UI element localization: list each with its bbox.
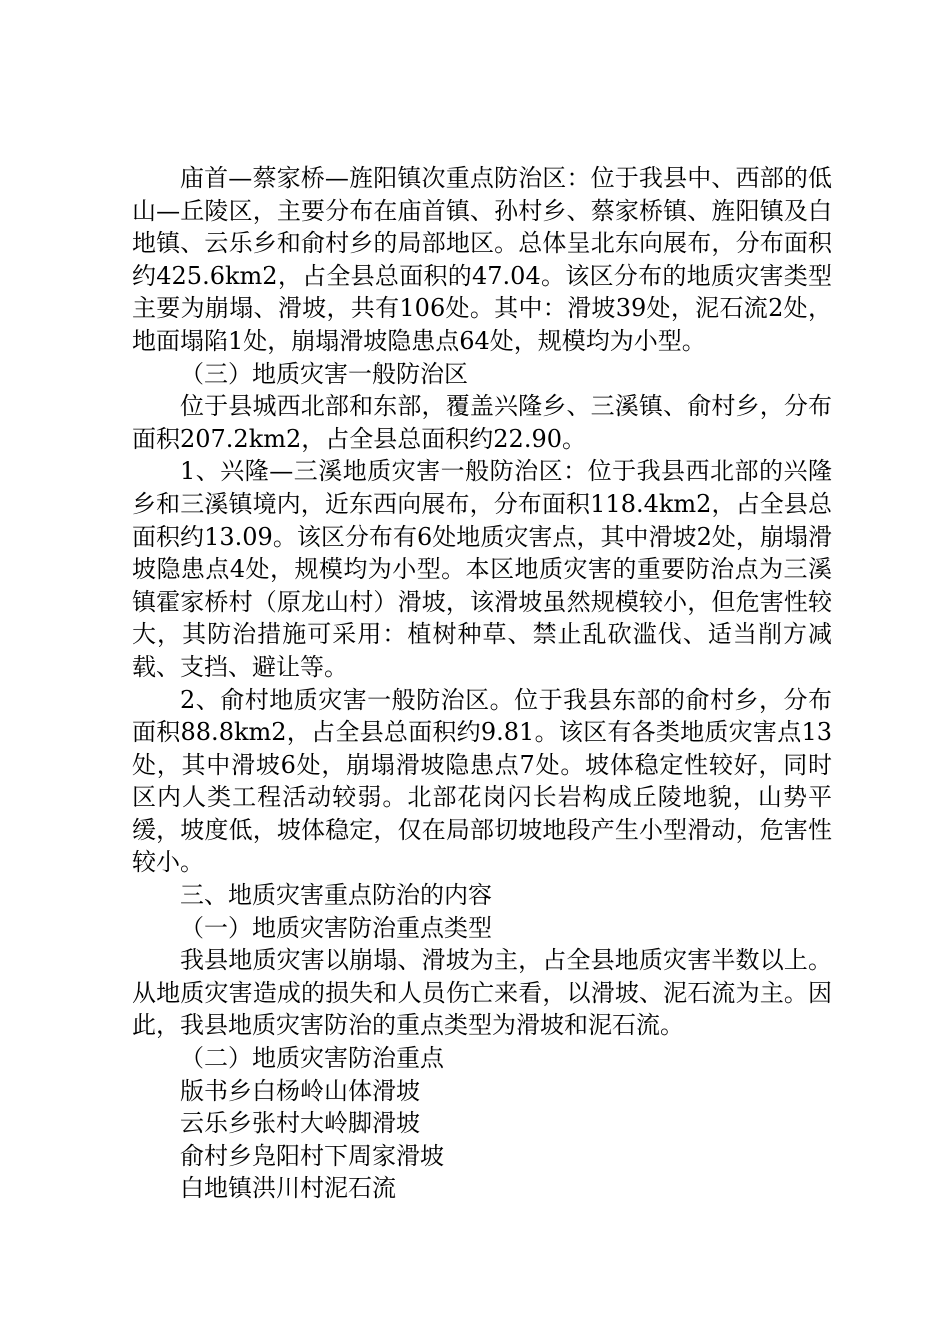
- list-item-key-point: 白地镇洪川村泥石流: [180, 1174, 396, 1203]
- paragraph-yucun-zone: 2、俞村地质灾害一般防治区。位于我县东部的俞村乡，分布面积88.8km2，占全县总面积约9.81。该区有各类地质灾害点13处，其中滑坡6处，崩塌滑坡隐患点7处。坡体稳定性较好，同时区内人类工程活动较弱。北部花岗闪长岩构成丘陵地貌，山势平缓，坡度低，坡体稳定，仅在局部切坡地段产生小型滑动，危害性较小。: [132, 685, 832, 877]
- document-page: [132, 162, 832, 1205]
- paragraph-miaoshou-zone: 庙首—蔡家桥—旌阳镇次重点防治区：位于我县中、西部的低山—丘陵区，主要分布在庙首镇、孙村乡、蔡家桥镇、旌阳镇及白地镇、云乐乡和俞村乡的局部地区。总体呈北东向展布，分布面积约425.6km2，占全县总面积的47.04。该区分布的地质灾害类型主要为崩塌、滑坡，共有106处。其中：滑坡39处，泥石流2处，地面塌陷1处，崩塌滑坡隐患点64处，规模均为小型。: [132, 164, 832, 355]
- heading-section-three: 三、地质灾害重点防治的内容: [180, 881, 492, 910]
- list-item-key-point: 俞村乡凫阳村下周家滑坡: [180, 1141, 444, 1170]
- heading-key-points: （二）地质灾害防治重点: [180, 1044, 444, 1073]
- paragraph-general-zone-location: 位于县城西北部和东部，覆盖兴隆乡、三溪镇、俞村乡，分布面积207.2km2，占全县总面积约22.90。: [132, 392, 832, 453]
- list-item-key-point: 版书乡白杨岭山体滑坡: [180, 1076, 420, 1105]
- heading-key-types: （一）地质灾害防治重点类型: [180, 913, 492, 942]
- heading-general-prevention-zone: （三）地质灾害一般防治区: [180, 359, 468, 388]
- paragraph-key-types: 我县地质灾害以崩塌、滑坡为主，占全县地质灾害半数以上。从地质灾害造成的损失和人员伤亡来看，以滑坡、泥石流为主。因此，我县地质灾害防治的重点类型为滑坡和泥石流。: [132, 946, 832, 1040]
- paragraph-xinglong-sanxi-zone: 1、兴隆—三溪地质灾害一般防治区：位于我县西北部的兴隆乡和三溪镇境内，近东西向展布，分布面积118.4km2，占全县总面积约13.09。该区分布有6处地质灾害点，其中滑坡2处，崩塌滑坡隐患点4处，规模均为小型。本区地质灾害的重要防治点为三溪镇霍家桥村（原龙山村）滑坡，该滑坡虽然规模较小，但危害性较大，其防治措施可采用：植树种草、禁止乱砍滥伐、适当削方减载、支挡、避让等。: [132, 457, 832, 681]
- list-item-key-point: 云乐乡张村大岭脚滑坡: [180, 1109, 420, 1138]
